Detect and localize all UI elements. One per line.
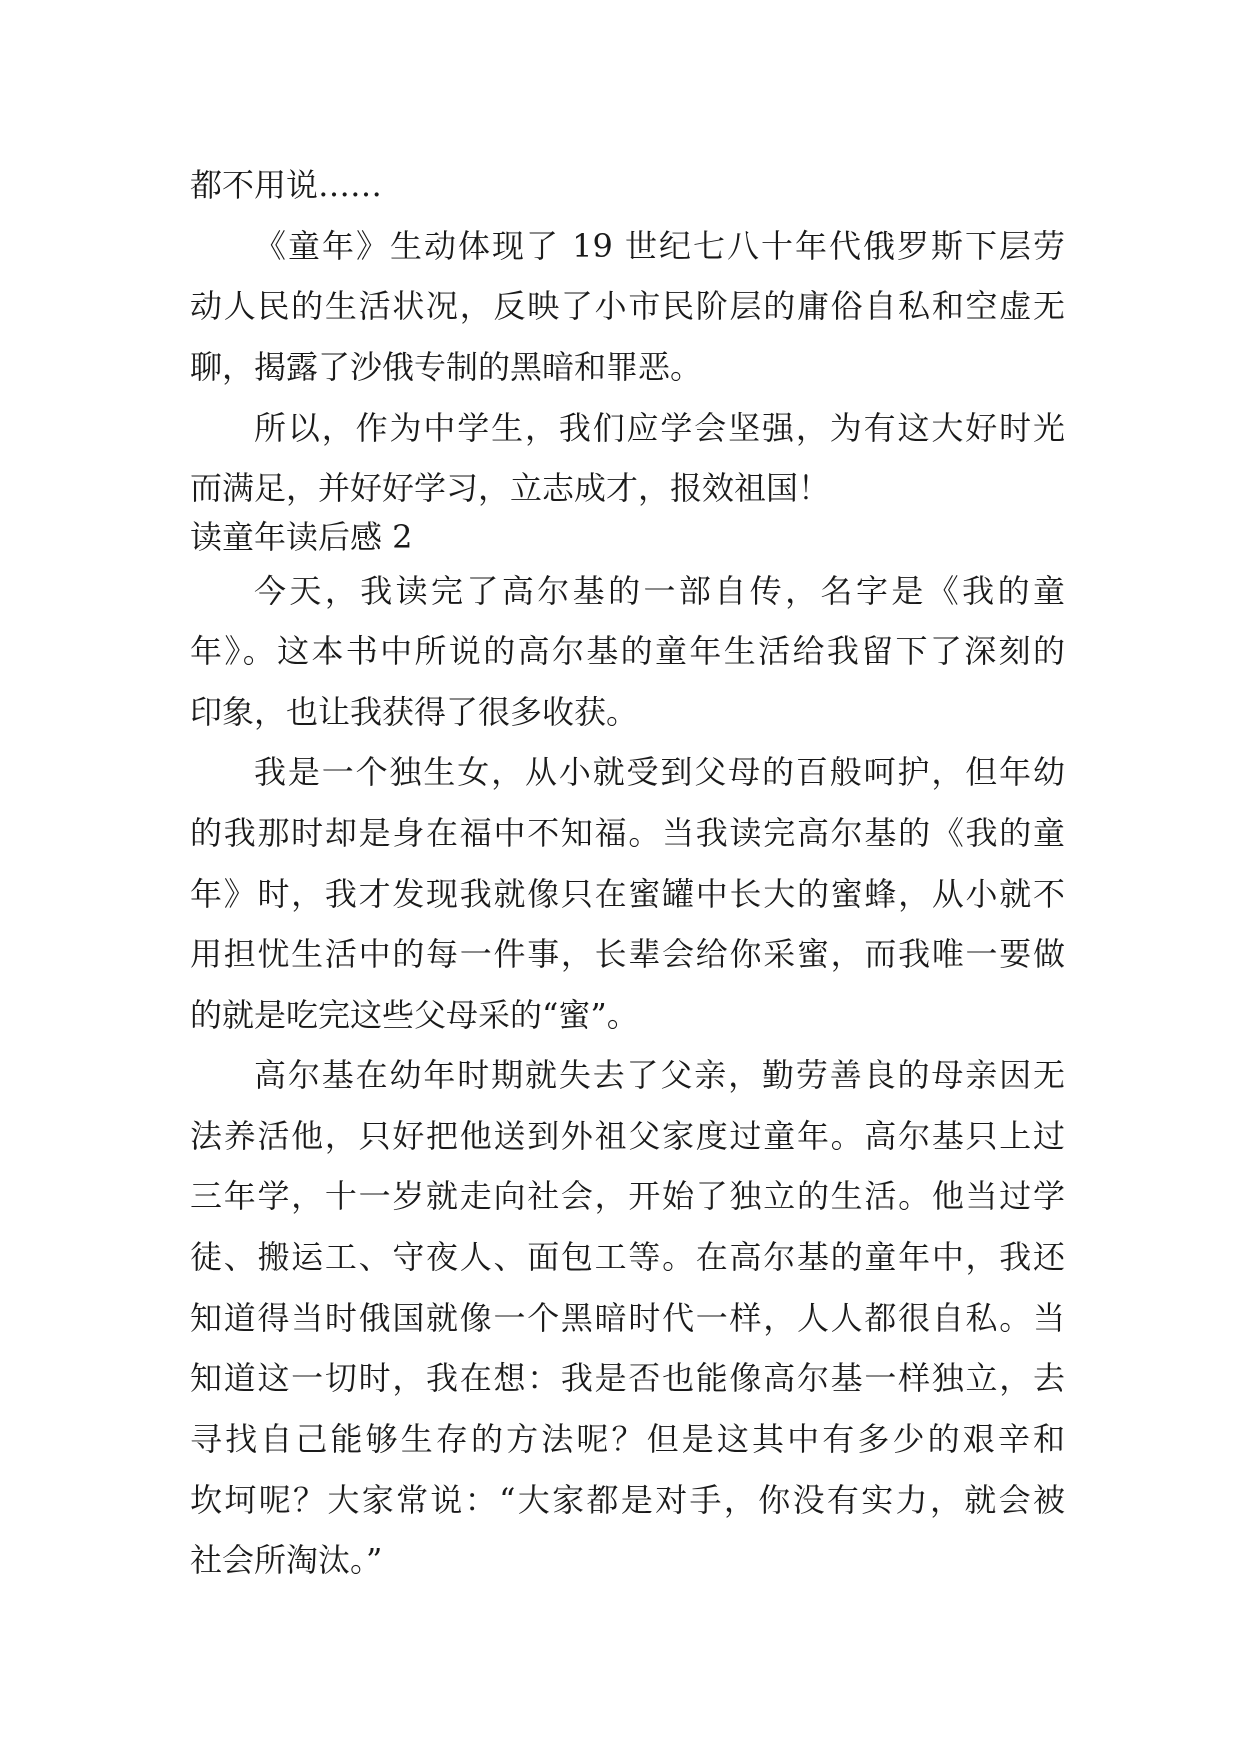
- text-line: 聊，揭露了沙俄专制的黑暗和罪恶。: [190, 348, 703, 386]
- text-line: 年》。这本书中所说的高尔基的童年生活给我留下了深刻的: [190, 632, 1065, 670]
- text-line: 社会所淘汰。”: [190, 1541, 383, 1579]
- text-line: 动人民的生活状况，反映了小市民阶层的庸俗自私和空虚无: [190, 287, 1065, 325]
- text-line: 徒、搬运工、守夜人、面包工等。在高尔基的童年中，我还: [190, 1238, 1065, 1276]
- text-line: 知道得当时俄国就像一个黑暗时代一样，人人都很自私。当: [190, 1299, 1065, 1337]
- text-line: 三年学，十一岁就走向社会，开始了独立的生活。他当过学: [190, 1177, 1065, 1215]
- text-line: 都不用说……: [190, 166, 383, 204]
- paragraph-first-line: 今天，我读完了高尔基的一部自传，名字是《我的童: [254, 572, 1065, 610]
- text-line: 法养活他，只好把他送到外祖父家度过童年。高尔基只上过: [190, 1117, 1065, 1155]
- paragraph-first-line: 《童年》生动体现了 19 世纪七八十年代俄罗斯下层劳: [254, 227, 1065, 265]
- text-line: 寻找自己能够生存的方法呢？但是这其中有多少的艰辛和: [190, 1420, 1065, 1458]
- paragraph-first-line: 高尔基在幼年时期就失去了父亲，勤劳善良的母亲因无: [254, 1056, 1065, 1094]
- text-line: 年》时，我才发现我就像只在蜜罐中长大的蜜蜂，从小就不: [190, 875, 1065, 913]
- section-heading: 读童年读后感 2: [190, 518, 413, 556]
- text-line: 知道这一切时，我在想：我是否也能像高尔基一样独立，去: [190, 1359, 1065, 1397]
- text-line: 坎坷呢？大家常说：“大家都是对手，你没有实力，就会被: [190, 1481, 1065, 1519]
- text-line: 的我那时却是身在福中不知福。当我读完高尔基的《我的童: [190, 814, 1065, 852]
- paragraph-first-line: 所以，作为中学生，我们应学会坚强，为有这大好时光: [254, 409, 1065, 447]
- text-line: 印象，也让我获得了很多收获。: [190, 693, 639, 731]
- paragraph-first-line: 我是一个独生女，从小就受到父母的百般呵护，但年幼: [254, 753, 1065, 791]
- text-line: 而满足，并好好学习，立志成才，报效祖国！: [190, 469, 831, 507]
- text-line: 的就是吃完这些父母采的“蜜”。: [190, 996, 639, 1034]
- text-line: 用担忧生活中的每一件事，长辈会给你采蜜，而我唯一要做: [190, 935, 1065, 973]
